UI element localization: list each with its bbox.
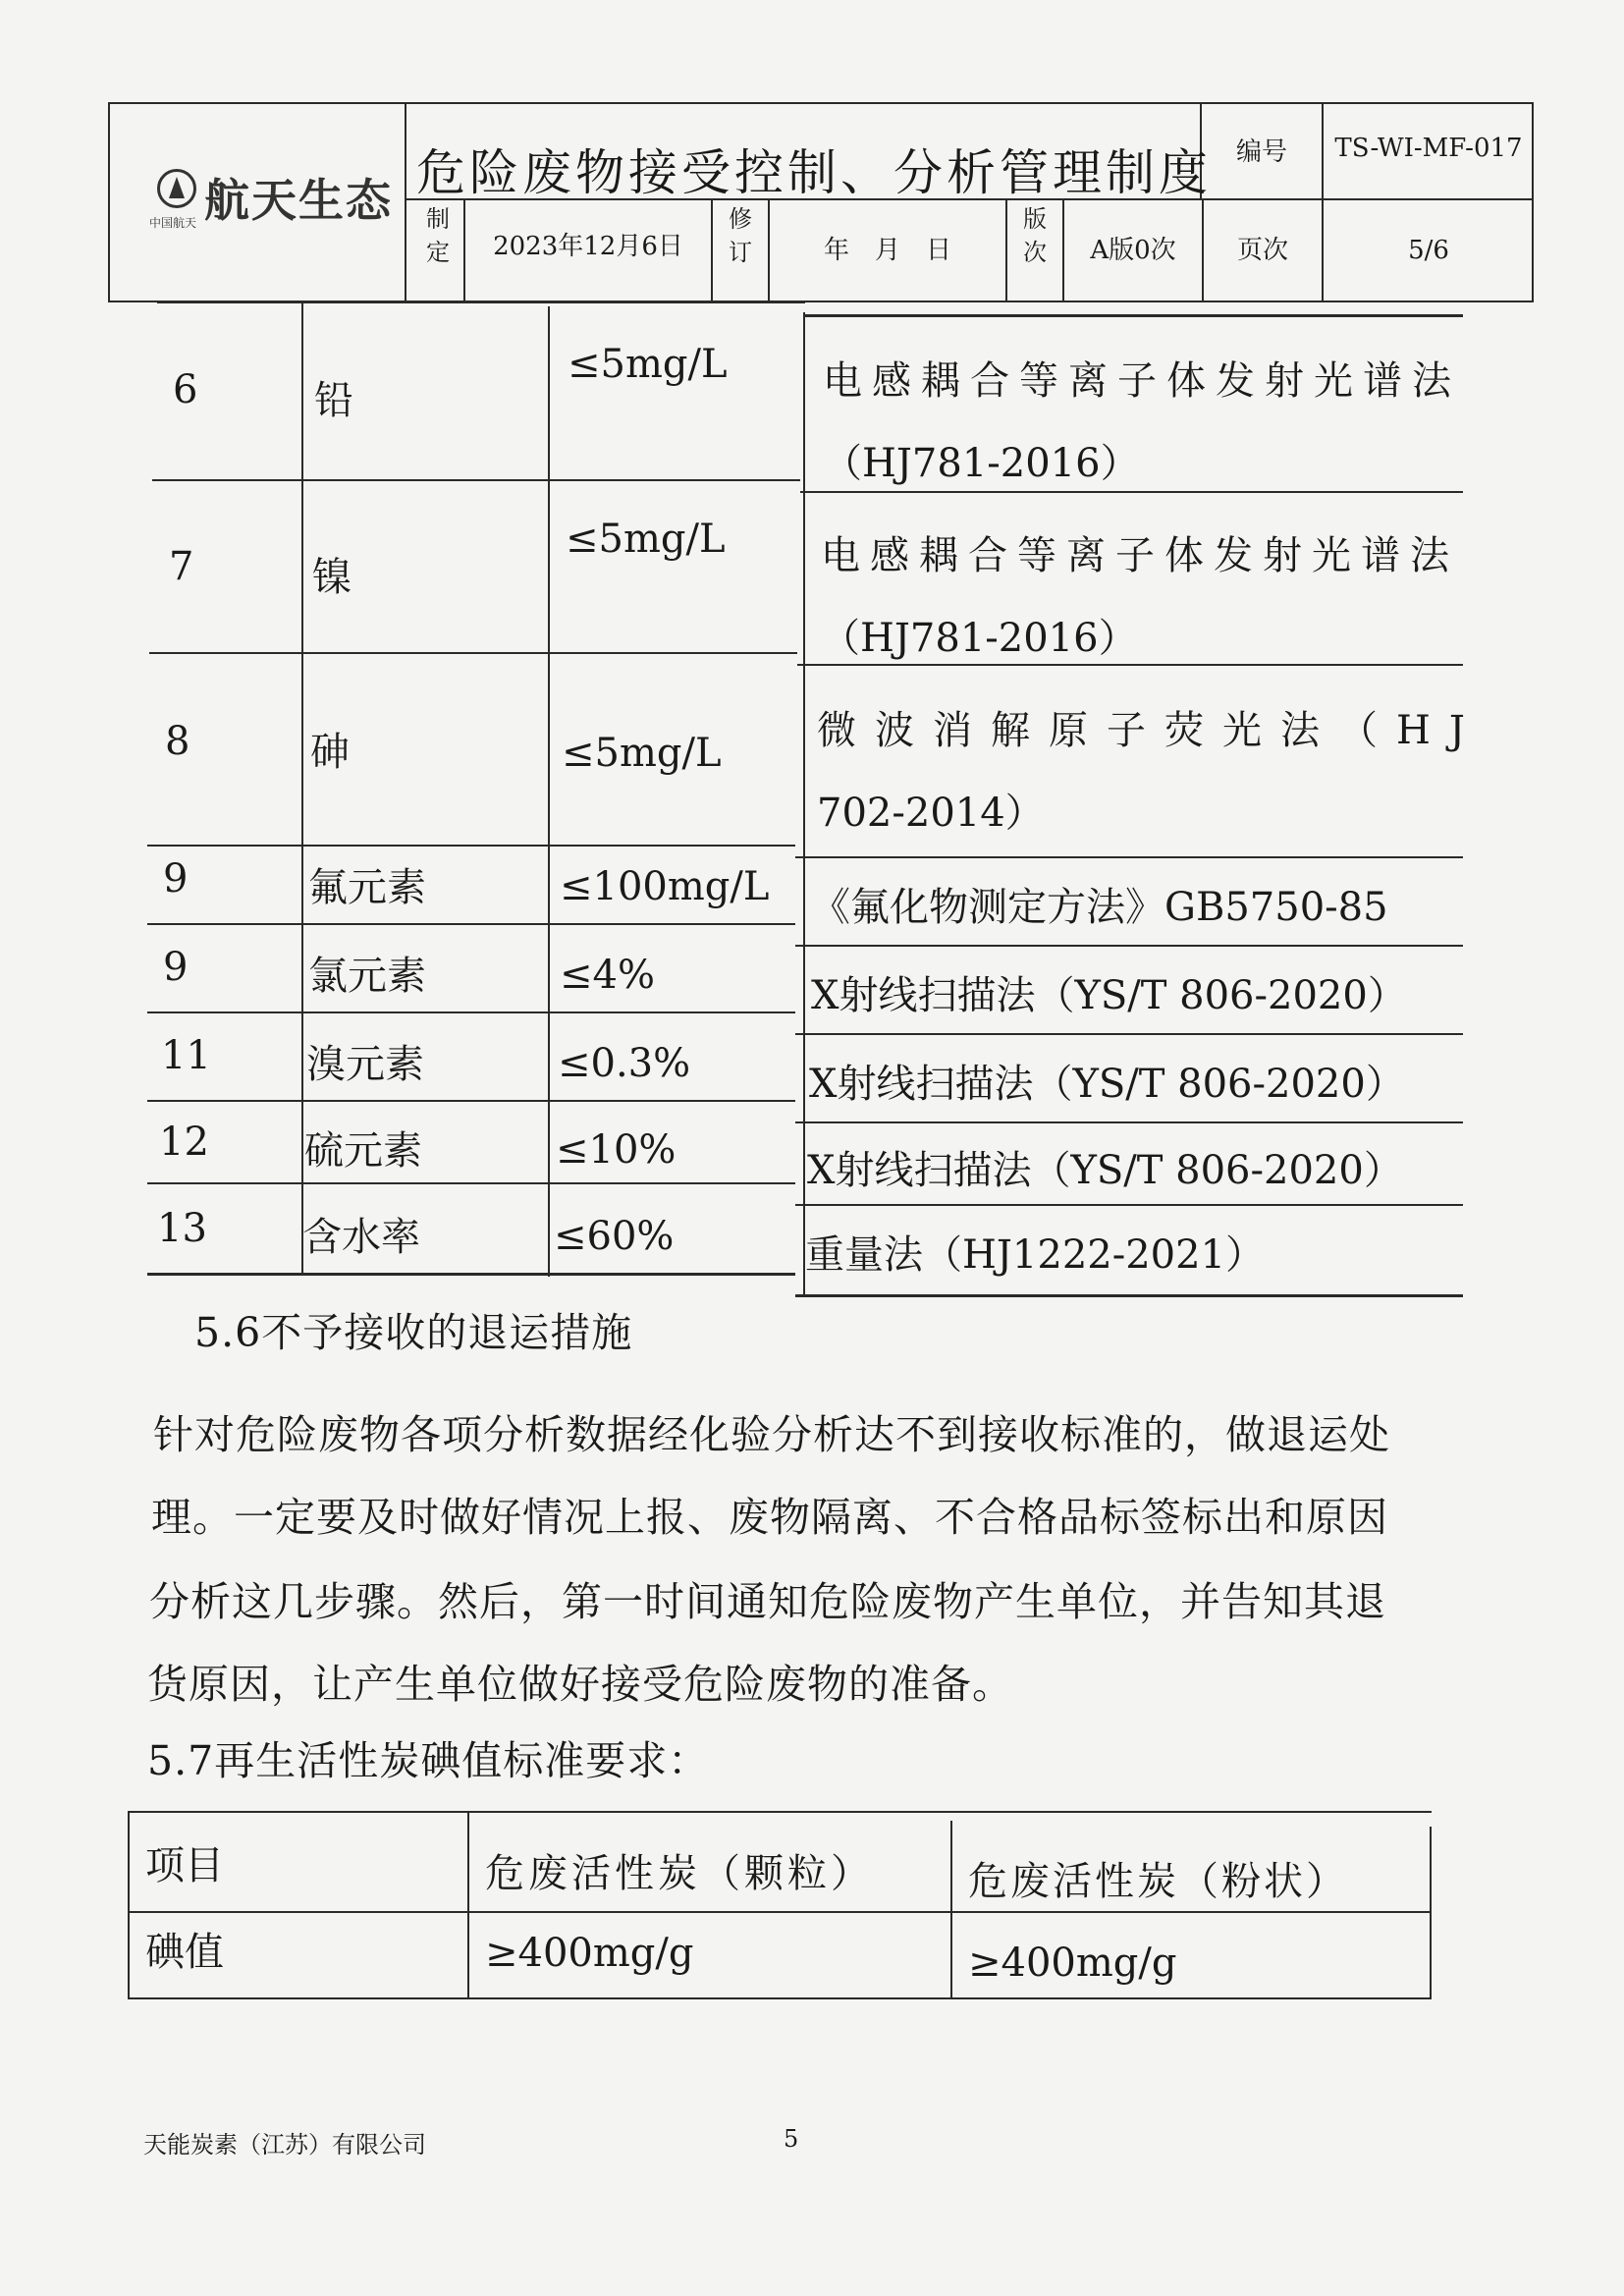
table-row-no: 7 [169, 544, 194, 589]
paragraph-line: 分析这几步骤。然后，第一时间通知危险废物产生单位，并告知其退 [149, 1578, 1386, 1625]
logo-emblem-icon [157, 169, 196, 208]
made-date: 2023年12月6日 [493, 232, 683, 261]
section-heading: 5.6不予接收的退运措施 [194, 1309, 633, 1356]
table-row-no: 11 [161, 1033, 211, 1078]
revised-date: 年 月 日 [823, 236, 951, 265]
table-row-item: 砷 [310, 730, 350, 775]
paragraph-line: 针对危险废物各项分析数据经化验分析达不到接收标准的，做退运处 [153, 1411, 1390, 1458]
table-cell: ≥400mg/g [485, 1931, 694, 1976]
table-row-method: 电感耦合等离子体发射光谱法 [821, 533, 1459, 578]
page-count: 5/6 [1408, 236, 1449, 265]
table-row-method: X射线扫描法（YS/T 806-2020） [807, 1148, 1403, 1193]
footer-page-number: 5 [784, 2125, 799, 2153]
table-row-no: 9 [163, 856, 189, 902]
table-row-no: 9 [163, 945, 189, 990]
table-row-item: 含水率 [302, 1215, 420, 1260]
table-row-no: 8 [165, 719, 190, 764]
table-row-limit: ≤60% [554, 1214, 675, 1259]
table-row-method: X射线扫描法（YS/T 806-2020） [809, 1062, 1405, 1107]
table-header-cell: 危废活性炭（颗粒） [485, 1851, 874, 1896]
number-label: 编号 [1235, 137, 1287, 167]
table-header-cell: 危废活性炭（粉状） [968, 1859, 1348, 1904]
table-row-item: 铅 [314, 378, 353, 423]
table-row-method: 《氟化物测定方法》GB5750-85 [811, 885, 1388, 930]
table-row-method-ref: （HJ781-2016） [823, 441, 1140, 486]
logo-name: 航天生态 [204, 174, 393, 227]
page-label: 页次 [1236, 236, 1288, 265]
table-row-no: 12 [159, 1120, 209, 1165]
table-row-method: 微波消解原子荧光法（HJ [817, 708, 1484, 753]
table-cell: 碘值 [145, 1930, 224, 1975]
table-row-method: 电感耦合等离子体发射光谱法 [823, 358, 1461, 404]
table-row-limit: ≤4% [560, 953, 655, 998]
table-row-no: 6 [173, 367, 198, 412]
table-row-limit: ≤5mg/L [562, 731, 722, 776]
table-cell: ≥400mg/g [968, 1941, 1177, 1986]
table-row-item: 溴元素 [306, 1042, 424, 1087]
paragraph-line: 货原因，让产生单位做好接受危险废物的准备。 [147, 1661, 1013, 1708]
footer-company: 天能炭素（江苏）有限公司 [143, 2131, 426, 2159]
table-row-limit: ≤10% [556, 1127, 677, 1173]
document-header [108, 102, 1534, 302]
logo-subtitle: 中国航天 [149, 216, 197, 230]
table-row-method-ref: （HJ781-2016） [821, 616, 1138, 661]
made-label: 制定 [426, 205, 450, 266]
table-row-method: X射线扫描法（YS/T 806-2020） [811, 973, 1407, 1018]
table-row-item: 氯元素 [308, 954, 426, 999]
table-row-limit: ≤5mg/L [566, 517, 726, 562]
document-title: 危险废物接受控制、分析管理制度 [416, 144, 1212, 201]
revised-label: 修订 [729, 205, 752, 266]
table-row-item: 硫元素 [304, 1128, 422, 1174]
document-number: TS-WI-MF-017 [1334, 134, 1523, 163]
table-row-limit: ≤100mg/L [560, 864, 770, 909]
table-header-cell: 项目 [145, 1843, 224, 1888]
edition-value: A版0次 [1090, 236, 1176, 265]
section-heading: 5.7再生活性炭碘值标准要求： [147, 1737, 710, 1784]
table-row-method-ref: 702-2014） [817, 791, 1045, 836]
edition-label: 版次 [1023, 205, 1047, 266]
table-row-no: 13 [157, 1206, 207, 1251]
table-row-method: 重量法（HJ1222-2021） [805, 1232, 1266, 1278]
paragraph-line: 理。一定要及时做好情况上报、废物隔离、不合格品标签标出和原因 [151, 1494, 1388, 1541]
table-row-item: 氟元素 [308, 865, 426, 910]
table-row-limit: ≤0.3% [558, 1041, 691, 1086]
table-row-item: 镍 [312, 555, 352, 600]
table-row-limit: ≤5mg/L [568, 342, 728, 387]
